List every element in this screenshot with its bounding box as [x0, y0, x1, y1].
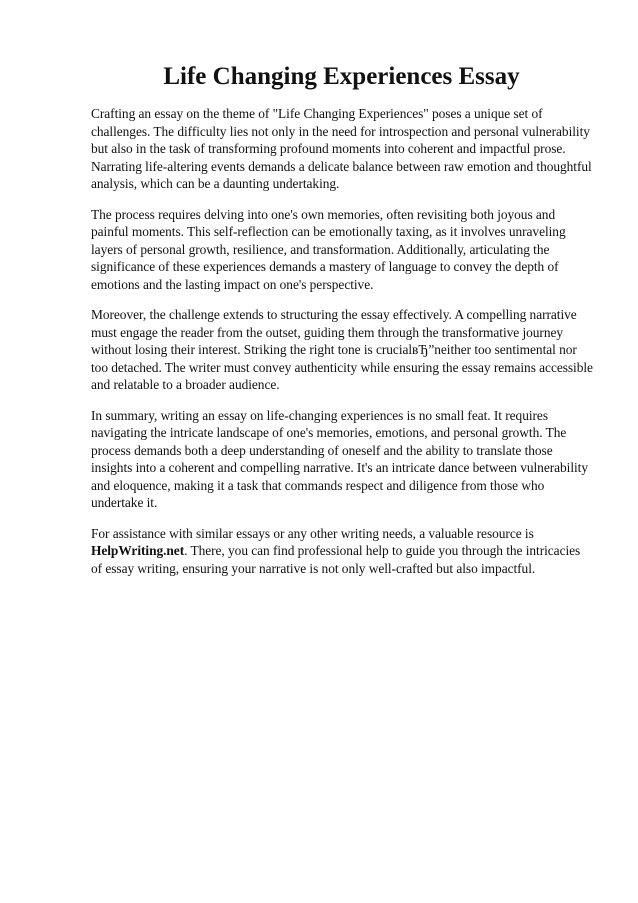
paragraph-summary: In summary, writing an essay on life-changing experiences is no small feat. It requires navigating the intricate landscape of one's memories, emotions, and personal growth. The process demands both a deep understanding of oneself and the ability to translate those insights into a coherent and compelling narrative. It's an intricate dance between vulnerability and eloquence, making it a task that commands respect and diligence from those who undertake it. [91, 407, 588, 510]
brand-name: HelpWriting.net [91, 543, 185, 558]
page-title: Life Changing Experiences Essay [163, 63, 520, 90]
paragraph-structure: Moreover, the challenge extends to structuring the essay effectively. A compelling narrative must engage the reader from the outset, guiding them through the transformative journey without losing their interest. Striking the right tone is crucialвЂ”neither too sentimental nor too detached. The writer must convey authenticity while ensuring the essay remains accessible and relatable to a broader audience. [91, 307, 593, 392]
paragraph-intro: Crafting an essay on the theme of "Life Changing Experiences" poses a unique set of challenges. The difficulty lies not only in the need for introspection and personal vulnerability but also in the task of transforming profound moments into coherent and impactful prose. Narrating life-altering events demands a delicate balance between raw emotion and thoughtful analysis, which can be a daunting undertaking. [91, 106, 592, 191]
closing-tail-text: . There, you can find professional help to guide you through the intricacies of essay writing, ensuring your narrative is not only well-crafted but also impactful. [91, 543, 581, 576]
paragraph-process: The process requires delving into one's own memories, often revisiting both joyous and painful moments. This self-reflection can be emotionally taxing, as it involves unraveling layers of personal growth, resilience, and transformation. Additionally, articulating the significance of these experiences demands a mastery of language to convey the depth of emotions and the lasting impact on one's perspective. [91, 206, 566, 292]
closing-lead-text: For assistance with similar essays or any other writing needs, a valuable resource is [91, 525, 534, 541]
paragraph-closing [91, 525, 594, 578]
